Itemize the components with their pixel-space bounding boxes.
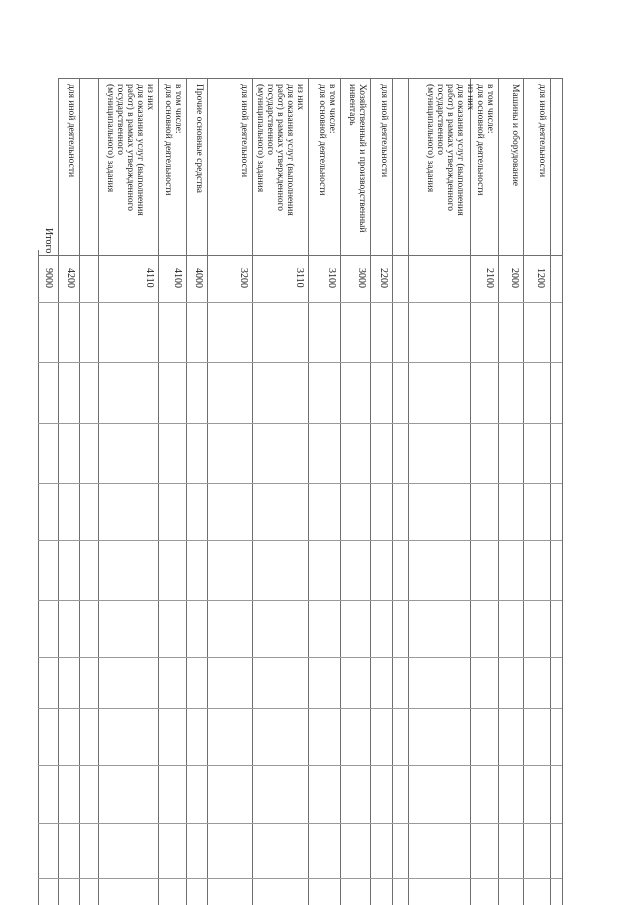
row-label-line: Прочие основные средства	[194, 84, 204, 193]
grid-horizontal-line	[38, 540, 562, 541]
row-label-line: для иной деятельности	[239, 84, 249, 178]
row-label-line: (муниципального) задания	[105, 84, 115, 193]
row-label-line: государственного	[265, 84, 275, 156]
row-label-line: для основной деятельности	[475, 84, 485, 196]
grid-vertical-line	[523, 78, 524, 905]
row-label-line: работ) в рамках утвержденного	[445, 84, 455, 212]
row-label-line: для иной деятельности	[537, 84, 547, 178]
row-label	[194, 84, 204, 344]
row-label-line: для оказания услуг (выполнения	[285, 84, 295, 216]
row-label-line: Машины и оборудование	[510, 84, 520, 187]
row-label-line: в том числе:	[485, 84, 495, 134]
grid-horizontal-line	[38, 600, 562, 601]
grid-horizontal-line	[38, 878, 562, 879]
grid-vertical-line	[58, 78, 59, 905]
grid-vertical-line	[207, 78, 208, 905]
grid-vertical-line	[158, 78, 159, 905]
row-code: 4000	[193, 268, 204, 288]
row-label	[255, 84, 305, 344]
row-code: 4110	[144, 268, 155, 288]
row-label-line: Хозяйственный и производственный	[357, 84, 367, 233]
grid-horizontal-line	[38, 362, 562, 363]
row-label-line: из них	[295, 84, 305, 111]
grid-horizontal-line	[58, 78, 562, 79]
row-code: 3100	[326, 268, 337, 288]
row-label-line: работ) в рамках утвержденного	[125, 84, 135, 212]
grid-vertical-line	[98, 78, 99, 905]
grid-horizontal-line	[38, 423, 562, 424]
row-label	[347, 84, 367, 344]
row-label	[537, 84, 547, 344]
row-label	[510, 84, 520, 344]
row-code: 2000	[509, 268, 520, 288]
row-label	[379, 84, 389, 344]
grid-horizontal-line	[38, 483, 562, 484]
row-label	[163, 84, 183, 344]
grid-vertical-line	[308, 78, 309, 905]
row-label-line: в том числе:	[173, 84, 183, 134]
row-code: 2200	[378, 268, 389, 288]
grid-vertical-line	[392, 78, 393, 905]
row-label-line: государственного	[435, 84, 445, 156]
grid-vertical-line	[498, 78, 499, 905]
grid-vertical-line	[79, 78, 80, 905]
grid-vertical-line	[370, 78, 371, 905]
row-label	[425, 84, 495, 344]
row-label-line: для оказания услуг (выполнения	[455, 84, 465, 216]
grid-horizontal-line	[38, 708, 562, 709]
row-label	[239, 84, 249, 344]
row-label-line: из них	[465, 84, 475, 111]
row-code: 3110	[294, 268, 305, 288]
row-label-line: для оказания услуг (выполнения	[135, 84, 145, 216]
row-label	[317, 84, 337, 344]
row-label-line: для основной деятельности	[317, 84, 327, 196]
row-label-line: инвентарь	[347, 84, 357, 126]
row-code: 3000	[356, 268, 367, 288]
row-label-line: (муниципального) задания	[425, 84, 435, 193]
grid-vertical-line	[562, 78, 563, 905]
row-code: 4200	[65, 268, 76, 288]
grid-vertical-line	[252, 78, 253, 905]
grid-horizontal-line	[38, 657, 562, 658]
grid-vertical-line	[340, 78, 341, 905]
row-code: 3200	[238, 268, 249, 288]
total-code: 9000	[43, 268, 54, 288]
grid-vertical-line	[38, 250, 39, 905]
row-code: 2100	[484, 268, 495, 288]
row-label-line: в том числе:	[327, 84, 337, 134]
grid-vertical-line	[408, 78, 409, 905]
row-label-line: (муниципального) задания	[255, 84, 265, 193]
row-label-line: для иной деятельности	[66, 84, 76, 178]
row-label-line: для иной деятельности	[379, 84, 389, 178]
row-label	[105, 84, 155, 344]
row-label-line: государственного	[115, 84, 125, 156]
grid-horizontal-line	[38, 765, 562, 766]
row-code: 4100	[172, 268, 183, 288]
row-label	[66, 84, 76, 344]
grid-vertical-line	[186, 78, 187, 905]
grid-vertical-line	[550, 78, 551, 905]
row-label-line: для основной деятельности	[163, 84, 173, 196]
row-label-line: работ) в рамках утвержденного	[275, 84, 285, 212]
total-label: Итого	[43, 228, 54, 254]
grid-horizontal-line	[38, 823, 562, 824]
row-label-line: из них	[145, 84, 155, 111]
row-code: 1200	[535, 268, 546, 288]
